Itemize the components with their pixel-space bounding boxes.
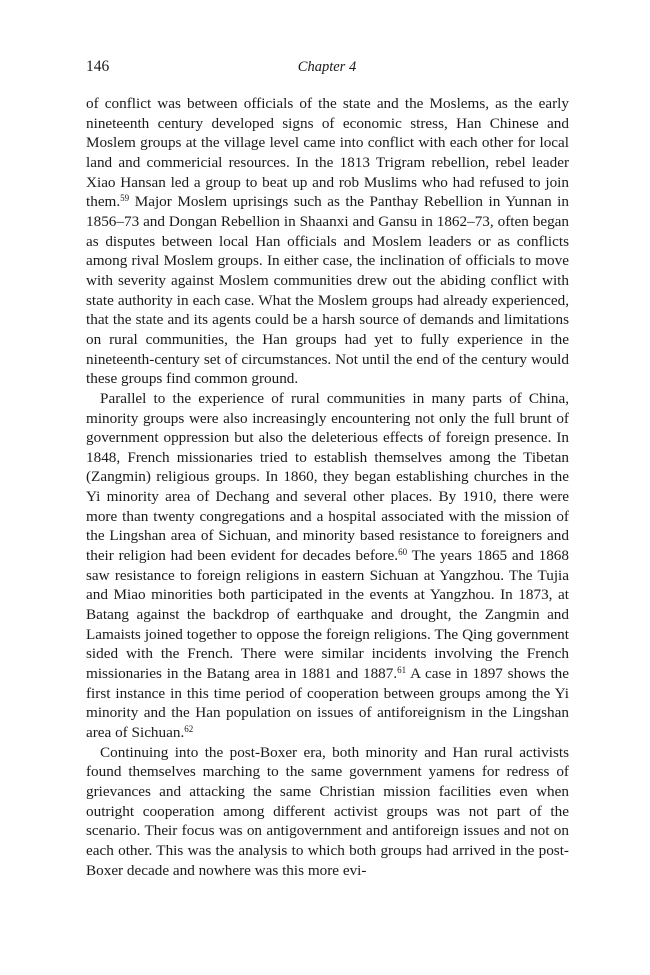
- text-run: Continuing into the post-Boxer era, both minority and Han rural activists found themselves marching to the same government yamens for redress of grievances and attacking the same Christian mission facilities even when outright cooperation among different activist groups was not part of the scenario. Their focus was on antigovernment and antiforeign issues and not on each other. This was the analysis to which both groups had arrived in the post-Boxer decade and nowhere was this more evi-: [86, 743, 569, 879]
- footnote-ref: 60: [398, 547, 408, 558]
- footnote-ref: 62: [184, 724, 194, 734]
- paragraph: [86, 743, 569, 881]
- footnote-ref: 59: [120, 193, 130, 204]
- body-text: [86, 94, 569, 880]
- footnote-ref: 61: [397, 665, 407, 676]
- text-run: Parallel to the experience of rural communities in many parts of China, minority groups were also increasingly encountering not only the full brunt of government oppression but also the deleterious effects of foreign presence. In 1848, French missionaries tried to establish themselves among the Tibetan (Zangmin) religious groups. In 1860, they began establishing churches in the Yi minority area of Dechang and several other places. By 1910, there were more than twenty congregations and a hospital associated with the mission of the Lingshan area of Sichuan, and minority based resistance to foreigners and their religion had been evident for decades before.: [86, 389, 569, 565]
- text-run: of conflict was between officials of the state and the Moslems, as the early nineteenth century developed signs of economic stress, Han Chinese and Moslem groups at the village level came into conflict with each other for local land and commericial resources. In the 1813 Trigram rebellion, rebel leader Xiao Hansan led a group to beat up and rob Muslims who had refused to join them.: [86, 95, 569, 211]
- paragraph: [86, 389, 569, 743]
- text-run: Major Moslem uprisings such as the Panthay Rebellion in Yunnan in 1856–73 and Dongan Rebellion in Shaanxi and Gansu in 1862–73, often began as disputes between local Han officials and Moslem leaders or as conflicts among rival Moslem groups. In either case, the inclination of officials to move with severity against Moslem communities drew out the abiding conflict with state authority in each case. What the Moslem groups had already experienced, that the state and its agents could be a harsh source of demands and limitations on rural communities, the Han groups had yet to fully experience in the nineteenth-century set of circumstances. Not until the end of the century would these groups find common ground.: [86, 193, 569, 388]
- text-run: The years 1865 and 1868 saw resistance to foreign religions in eastern Sichuan at Yangzhou. The Tujia and Miao minorities both participated in the events at Yangzhou. In 1873, at Batang against the backdrop of earthquake and drought, the Zangmin and Lamaists joined together to oppose the foreign religions. The Qing government sided with the French. There were similar incidents involving the French missionaries in the Batang area in 1881 and 1887.: [86, 547, 569, 683]
- paragraph: [86, 94, 569, 389]
- page-header: [86, 57, 568, 79]
- running-head: Chapter 4: [297, 59, 357, 75]
- text-run: A case in 1897 shows the first instance in this time period of cooperation between groups among the Yi minority and the Han population on issues of antiforeignism in the Lingshan area of Sichuan.: [86, 665, 569, 741]
- page-number: 146: [86, 58, 110, 75]
